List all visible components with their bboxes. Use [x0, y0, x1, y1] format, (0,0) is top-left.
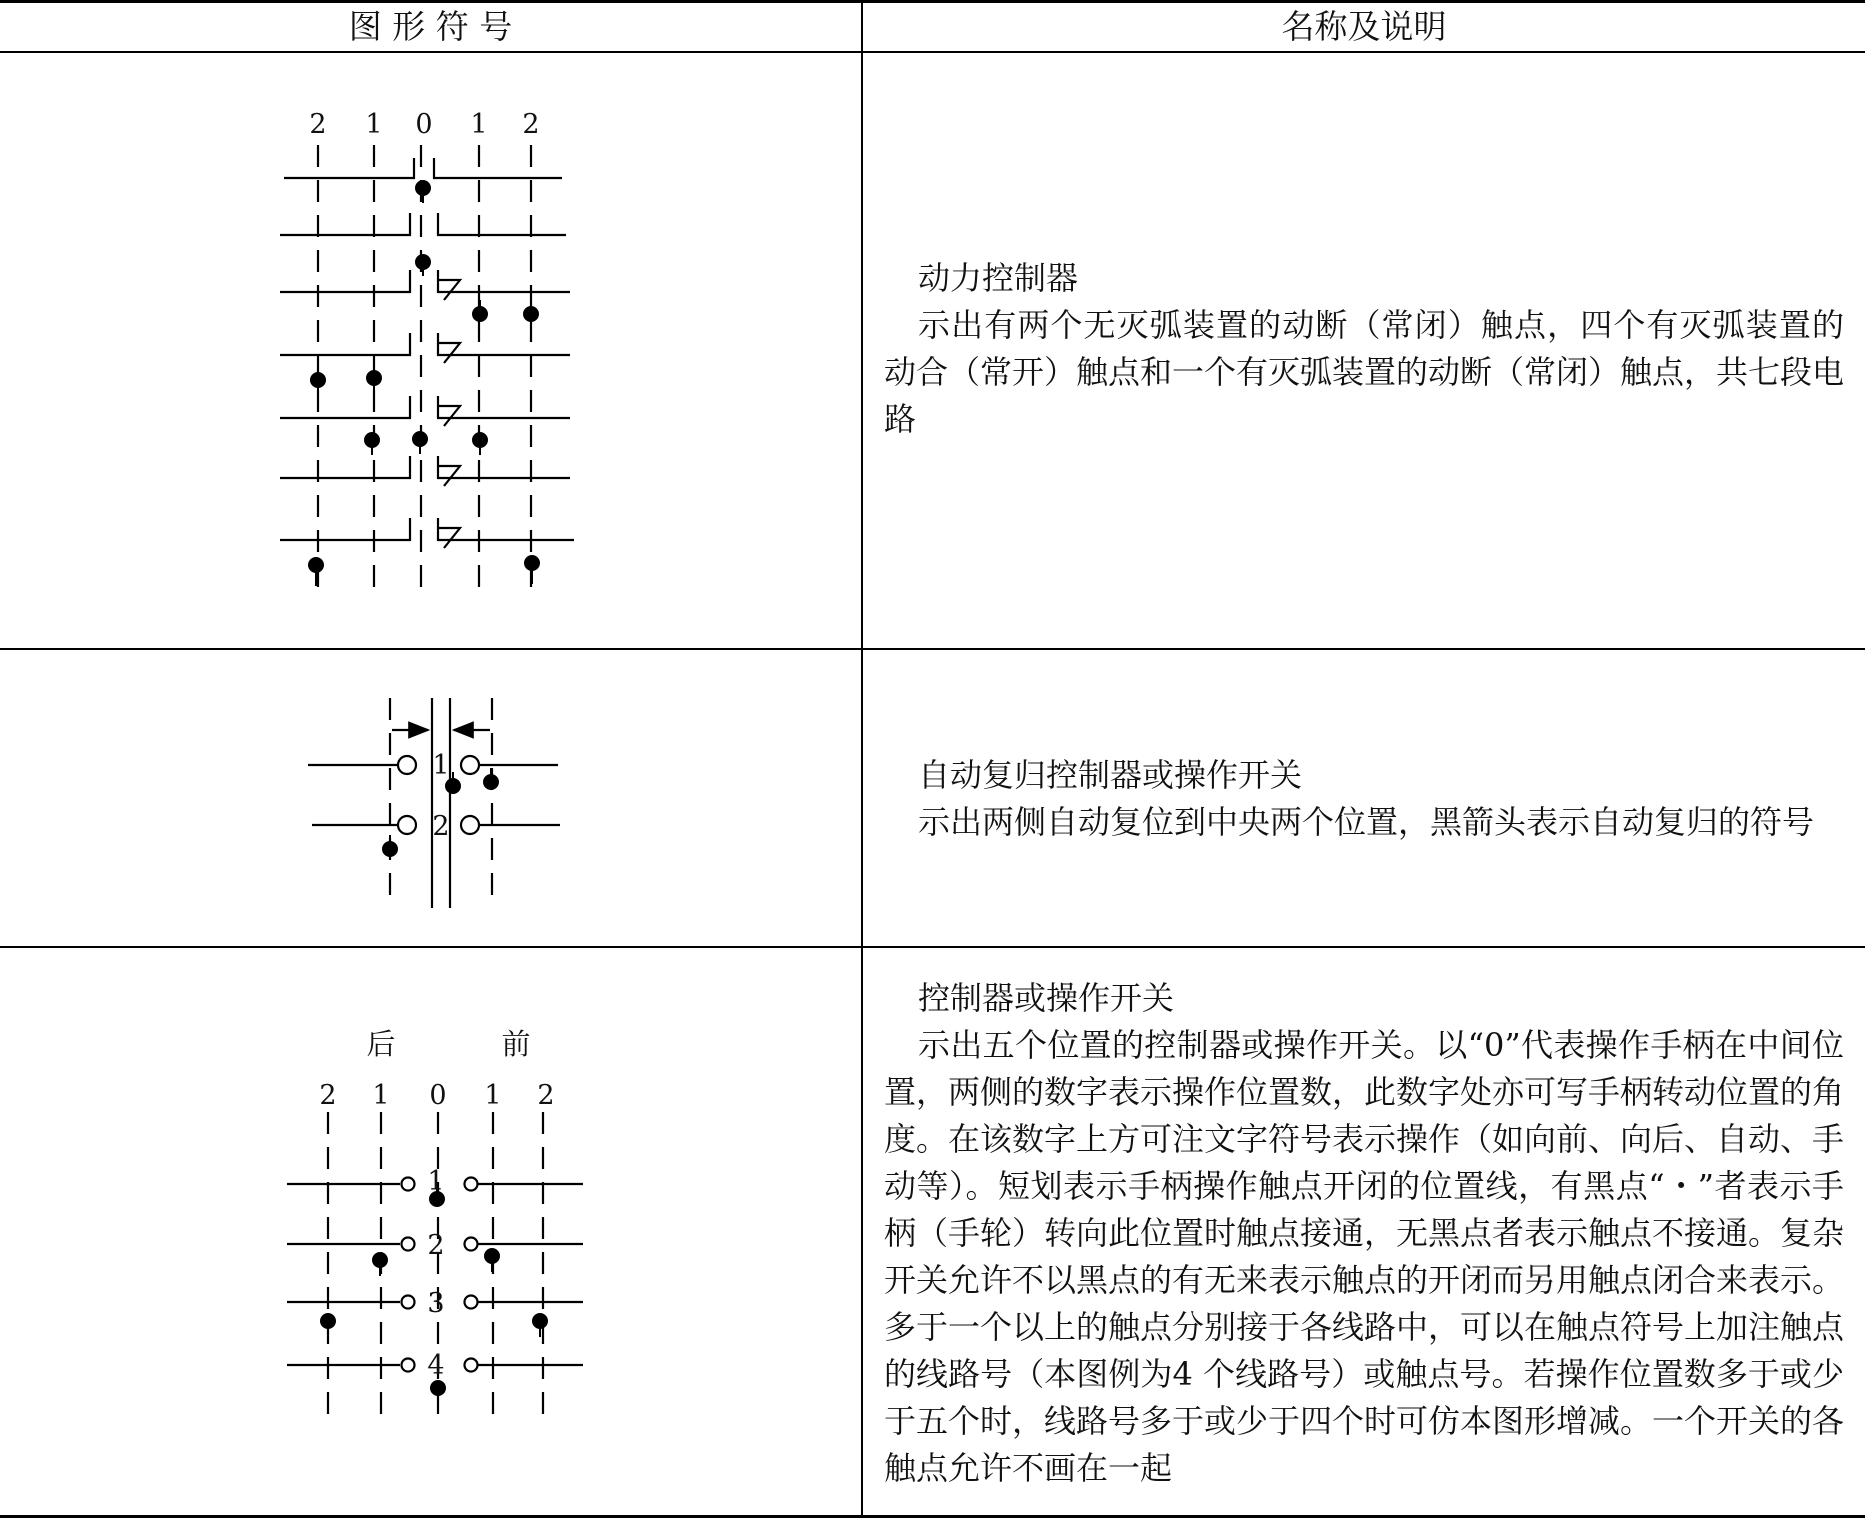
position-label: 0 [429, 1080, 447, 1111]
row-2-title: 自动复归控制器或操作开关 [918, 756, 1303, 794]
circuit-label: 2 [432, 811, 450, 842]
row-3-title: 控制器或操作开关 [918, 979, 1175, 1017]
terminal-circle [465, 1296, 478, 1309]
position-label: 2 [537, 1080, 555, 1111]
controller-switch-symbol [0, 0, 861, 1519]
row-1-description: 示出有两个无灭弧装置的动断（常闭）触点，四个有灭弧装置的动合（常开）触点和一个有灭弧装置的动断（常闭）触点，共七段电路 [884, 306, 1845, 438]
circuit-label: 1 [432, 750, 450, 781]
contact-dot [533, 1314, 547, 1337]
position-label: 2 [319, 1080, 337, 1111]
terminal-circle [402, 1296, 415, 1309]
position-label: 1 [365, 109, 383, 140]
row-1-title: 动力控制器 [918, 259, 1079, 297]
column-divider [861, 0, 863, 1518]
contact-dot [373, 1253, 387, 1276]
direction-label-front: 前 [501, 1027, 531, 1061]
row-1-description-cell [884, 255, 1844, 443]
contact-dot [485, 1249, 499, 1272]
terminal-circle [465, 1359, 478, 1372]
header-name-and-description: 名称及说明 [1281, 7, 1447, 46]
contact-dot [431, 1381, 445, 1408]
terminal-circle [402, 1359, 415, 1372]
position-label: 1 [372, 1080, 390, 1111]
contact-dot [321, 1314, 335, 1337]
position-label: 1 [484, 1080, 502, 1111]
header-graphic-symbol: 图 形 符 号 [348, 7, 513, 46]
terminal-circle [402, 1238, 415, 1251]
circuit-label: 2 [427, 1230, 445, 1261]
circuit-label: 4 [427, 1350, 445, 1381]
position-label: 0 [415, 109, 433, 140]
circuit-label: 3 [427, 1288, 445, 1319]
position-label: 1 [470, 109, 488, 140]
row-2-description-cell [884, 752, 1844, 846]
row-3-description: 示出五个位置的控制器或操作开关。以“0”代表操作手柄在中间位置，两侧的数字表示操作位置数，此数字处亦可写手柄转动位置的角度。在该数字上方可注文字符号表示操作（如向前、向后、自动、手动等）。短划表示手柄操作触点开闭的位置线，有黑点“・”者表示手柄（手轮）转向此位置时触点接通，无黑点者表示触点不接通。复杂开关允许不以黑点的有无来表示触点的开闭而另用触点闭合来表示。多于一个以上的触点分别接于各线路中，可以在触点符号上加注触点的线路号（本图例为4 个线路号）或触点号。若操作位置数多于或少于五个时，线路号多于或少于四个时可仿本图形增减。一个开关的各触点允许不画在一起 [884, 1026, 1845, 1487]
position-label: 2 [309, 109, 327, 140]
terminal-circle [465, 1238, 478, 1251]
terminal-circle [465, 1178, 478, 1191]
terminal-circle [402, 1178, 415, 1191]
circuit-label: 1 [427, 1166, 445, 1197]
row-3-description-cell [884, 975, 1844, 1492]
direction-label-back: 后 [366, 1027, 396, 1061]
position-label: 2 [522, 109, 540, 140]
row-2-description: 示出两侧自动复位到中央两个位置，黑箭头表示自动复归的符号 [918, 803, 1815, 841]
